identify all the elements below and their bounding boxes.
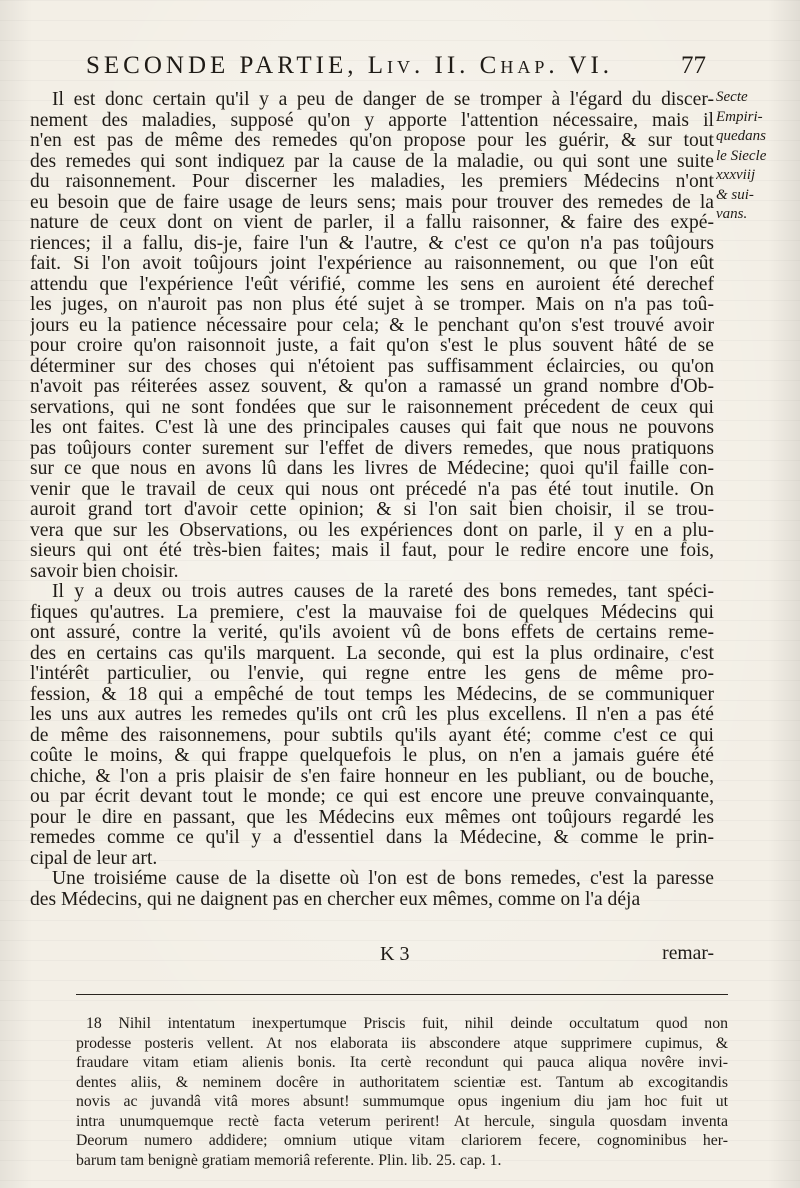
margin-note-line: Secte — [716, 89, 748, 105]
text-line: ont assuré, contre la verité, qu'ils avoient vû de bons effets de certains reme- — [30, 623, 714, 643]
footnote-line: dentes aliis, & neminem docêre in authoritatem scientiæ est. Tantum ab excogitandis — [76, 1073, 728, 1091]
text-line: Il y a deux ou trois autres causes de la rareté des bons remedes, tant spéci- — [52, 582, 714, 602]
text-line: Il est donc certain qu'il y a peu de danger de se tromper à l'égard du discer- — [52, 90, 714, 110]
text-line: cipal de leur art. — [30, 848, 158, 869]
text-line: déterminer sur des choses qui n'étoient pas suffisamment éclaircies, ou qu'on — [30, 356, 714, 377]
signature-mark: K 3 — [380, 943, 410, 965]
catchword: remar- — [662, 943, 714, 964]
text-line: chiche, & l'on a pris plaisir de s'en faire honneur en les publiant, ou de bouche, — [30, 766, 714, 787]
text-line: l'intérêt particulier, ou l'envie, qui regne entre les gens de même pro- — [30, 664, 714, 684]
text-line: remedes comme ce qu'il y a d'essentiel dans la Médecine, & comme le prin- — [30, 828, 714, 848]
paragraph-2 — [30, 582, 714, 869]
text-line: des remedes qui sont indiquez par la cause de la maladie, ou qui sont une suite — [30, 151, 714, 172]
margin-note-line: le Siecle — [716, 147, 767, 164]
text-line: sieurs qui ont été très-bien faites; mais il faut, pour le redire encore une fois, — [30, 541, 714, 561]
text-line: jours eu la patience nécessaire pour cela; & le penchant qu'on s'est trouvé avoir — [30, 315, 714, 336]
text-line: venir que le travail de ceux qui nous ont précedé n'a pas été tout inutile. On — [30, 479, 714, 500]
running-title: SECONDE PARTIE, Liv. II. Chap. VI. — [86, 52, 614, 79]
footnote-rule — [76, 994, 728, 995]
text-line: Une troisiéme cause de la disette où l'on est de bons remedes, c'est la paresse — [52, 869, 714, 889]
footnote-line: barum tam benignè gratiam memoriâ referente. Plin. lib. 25. cap. 1. — [76, 1151, 502, 1169]
text-line: nature de ceux dont on vient de parler, il a fallu raisonner, & faire des expé- — [30, 213, 714, 233]
text-line: les uns aux autres les remedes qu'ils ont crû les plus excellens. Il n'en a pas été — [30, 705, 714, 725]
margin-note-line: & sui- — [716, 186, 754, 203]
footnote-line: prodesse posteris vellent. At nos elaborata iis abscondere atque supprimere cupimus, & — [76, 1034, 728, 1052]
text-line: nement des maladies, supposé qu'on y apporte l'attention nécessaire, mais il — [30, 110, 714, 131]
footnote-line: 18 Nihil intentatum inexpertumque Priscis fuit, nihil deinde occultatum quod non — [86, 1015, 728, 1032]
text-line: des Médecins, qui ne daignent pas en chercher eux mêmes, comme on l'a déja — [30, 889, 641, 910]
text-line: eu besoin que de faire usage de leurs sens; mais pour trouver des remedes de la — [30, 192, 714, 213]
paragraph-1 — [30, 90, 714, 582]
margin-note-line: quedans — [716, 128, 766, 144]
margin-note-line: xxxviij — [716, 167, 756, 183]
margin-note-line: vans. — [716, 206, 748, 222]
footnote — [76, 1014, 728, 1170]
text-line: les ont faites. C'est là une des principales causes qui fait que nous ne pouvons — [30, 418, 714, 438]
text-line: du raisonnement. Pour discerner les maladies, les premiers Médecins n'ont — [30, 172, 714, 192]
text-line: fait. Si l'on avoit toûjours joint l'expérience au raisonnement, ou que l'on eût — [30, 254, 714, 274]
footnote-line: intra unumquemque rectè facta veterum perirent! At hercule, singula quosdam inventa — [76, 1112, 728, 1130]
text-line: pas toûjours conter surement sur l'effet de divers remedes, que nous pratiquons — [30, 438, 714, 459]
page-number: 77 — [681, 52, 706, 79]
body-text — [30, 90, 714, 910]
text-line: riences; il a fallu, dis-je, faire l'un & l'autre, & c'est ce qu'on n'a pas toûjours — [30, 233, 714, 254]
text-line: fiques qu'autres. La premiere, c'est la mauvaise foi de quelques Médecins qui — [30, 602, 714, 623]
text-line: de même des raisonnemens, pour subtils qu'ils ayant été; comme c'est ce qui — [30, 725, 714, 746]
running-header — [86, 52, 706, 86]
text-line: pour le dire en passant, que les Médecins eux mêmes ont toûjours regardé les — [30, 807, 714, 828]
footnote-line: Deorum numero addidere; omnium utique vitam clariorem fecere, cognominibus her- — [76, 1132, 728, 1149]
footnote-line: novis ac juvandâ vitâ mores absunt! summumque opus ingenium diu jam hoc fuit ut — [76, 1093, 728, 1110]
text-line: ou par écrit devant tout le monde; ce qui est encore une preuve convainquante, — [30, 787, 714, 807]
text-line: les juges, on n'auroit pas non plus été sujet à se tromper. Mais on n'a pas toû- — [30, 295, 714, 315]
margin-note-line: Empiri- — [716, 108, 763, 125]
text-line: auroit grand tort d'avoir cette opinion; & si l'on sait bien choisir, il se trou- — [30, 500, 714, 520]
text-line: servations, qui ne sont fondées que sur le raisonnement précedent de ceux qui — [30, 397, 714, 418]
text-line: n'en est pas de même des remedes qu'on propose pour les guérir, & sur tout — [30, 131, 714, 151]
text-line: savoir bien choisir. — [30, 561, 179, 582]
text-line: fession, & 18 qui a empêché de tout temps les Médecins, de se communiquer — [30, 684, 714, 705]
paragraph-3 — [30, 869, 714, 910]
text-line: pour croire qu'on raisonnoit juste, a fait qu'on s'est le plus souvent hâté de se — [30, 336, 714, 356]
margin-note — [716, 88, 796, 225]
text-line: vera que sur les Observations, ou les expériences dont on parle, il y en a plu- — [30, 520, 714, 541]
text-line: n'avoit pas réiterées assez souvent, & qu'on a ramassé un grand nombre d'Ob- — [30, 377, 714, 397]
text-line: coûte le moins, & qui frappe quelquefois le plus, on n'en a jamais guére été — [30, 746, 714, 766]
footnote-line: fraudare vitam etiam alienis bonis. Ita certè recondunt qui pauca aliqua novêre invi- — [76, 1054, 728, 1071]
text-line: attendu que l'expérience l'eût vérifié, comme les sens en auroient été derechef — [30, 274, 714, 295]
text-line: sur ce que nous en avons lû dans les livres de Médecine; quoi qu'il faille con- — [30, 459, 714, 479]
text-line: des en certains cas qu'ils marquent. La seconde, qui est la plus ordinaire, c'est — [30, 643, 714, 664]
